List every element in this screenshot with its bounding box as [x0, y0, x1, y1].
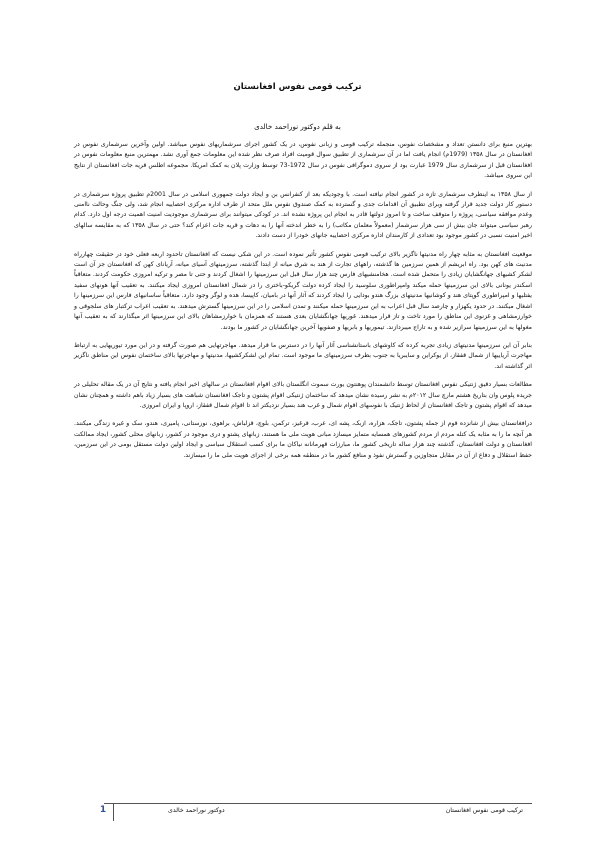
footer-divider: [104, 803, 532, 804]
paragraph-2: از سال ۱۳۵۸ به اینطرف سرشماری تازه در کشور انجام نیافته است. با وجودیکه بعد از کنفرانس بن و ایجاد دولت جمهوری اسلامی در سال 2001م تطبیق پروژه سرشماری در دستور کار دولت جدید قرار گرفته وبرای تطبیق آن اقدامات جدی و گسترده به کمک صندوق نفوس ملل متحد از طرف اداره مرکزی احصاییه انجام شد، ولی جنگ وحالت ناامنی وعدم موافقه سیاسی، پروژه را متوقف ساخت و تا امروز دولتها قادر به انجام این پروژه نشده اند. در کودکی میتوانند برای سرشماری موجودیت امنیت اهمیت درجه اول دارد. کدام رهبر سیاسی میتواند جان بیش از سی هزار سرشمار (معمولاً معلمان مکاتب) را به خطر اندخته آنها را به دهات و قریه جات اعزام کند؟ حتی در سال ۱۳۵۸ که به مقایسه سالهای اخیر امنیت نسبی در کشور موجود بود تعدادی از کارمندان اداره مرکزی احصاییه جانهای خودرا از دست دادند.: [74, 190, 532, 240]
paragraph-4: بنابر آن این سرزمینها مدنیتهای زیادی تجربه کرده که کاوشهای باستانشناسی آثار آنها را در دسترس ما قرار میدهد. مهاجرتهایی هم صورت گرفته و در این مورد تیوریهایی به ارتباط مهاجرت آریاییها از شمال قفقاز، از یوکراین و سایبریا به جنوب بطرف سرزمینهای ما موجود است. تمام این لشکرکشیها، مدنیتها و مهاجرتها بالای ساختمان نفوس این مناطق ناگزیر اثر گذاشته اند.: [74, 341, 532, 370]
author-byline: به قلم دوکتور نوراحمد خالدی: [254, 122, 341, 131]
paragraph-5: مطالعات بسیار دقیق ژنتیکی نفوس افغانستان توسط دانشمندان پوهنتون یورت سموت انگلستان بالای اقوام افغانستان در سالهای اخیر انجام یافته و نتایج آن در یک مقاله تحلیلی در جریده پلوس وان بتاریخ هشتم مارچ سال ۲۰۱۲م به نشر رسیده نشان میدهد که ساختمان ژنتیکی اقوام پشتون و تاجک افغانستان شباهت های بسیار زیاد باهم داشته و همچنان نشان میدهد که اقوام پشتون و تاجک افغانستان از لحاظ ژنتیک با نفوسهای اقوام شمال و غرب هند بسیار نزدیکتر اند تا اقوام شمال قفقاز، اروپا و ایران امروزی.: [74, 381, 533, 409]
footer-author: دوکتور نوراحمد خالدی: [168, 807, 225, 814]
paragraph-6: درافغانستان بیش از شانزده قوم از جمله پشتون، تاجک، هزاره، ازبک، پشه ای، عرب، قرغیز، ترکمن، بلوچ، قزلباش، براهوی، نورستانی، پامیری، هندو، سک و غیره زندگی میکنند. هر آنچه ما را به مثابه یک کتله مردم از مردم کشورهای همسایه متمایز میسازد مبانی هویت ملی ما هستند، زبانهای پشتو و دری موجود در کشور، زبانهای محلی کشور، ایجاد ممالکت افغانستان و دولت افغانستان، گذشته چند هزار ساله تاریخی کشور ما، مبارزات قهرمانانه نیاکان ما برای کسب استقلال سیاسی و ایجاد اولین دولت مستقل بومی در این سرزمین، حفظ استقلال و دفاع از آن در مقابل متجاوزین و گسترش نفوذ و منافع کشور ما در منطقه همه برخی از اجزای هویت ملی ما را میسازند.: [74, 420, 532, 459]
footer-doc-title: ترکیب قومی نفوس افغانستان: [445, 807, 523, 814]
page-number: 1: [99, 805, 107, 815]
document-body: [74, 140, 532, 469]
paragraph-1: بهترین منبع برای دانستن تعداد و مشخصات نفوس، منجمله ترکیب قومی و زبانی نفوس، در یک کشور اجرای سرشماریهای نفوس میباشد. اولین وآخرین سرشماری نفوس در افغانستان در سال ۱۳۵۸ (1979م) انجام یافت اما در آن سرشماری از تطبیق سوال قومیت افراد صرف نظر شده این معلومات جمع آوری نشد. مهمترین منبع معلومات نفوس در افغانستان قبل از سرشماری سال 1979 عبارت بود از سروی دموگرافی نفوس در سال 1972-73 توسط وزارت پلان به کمک امریکا. مجموعه اطلس قریه جات افغانستان از نتایج این سروی میباشد.: [74, 141, 533, 180]
page-number-divider: [113, 803, 114, 821]
paragraph-3: موقعیت افغانستان به مثابه چهار راه مدنیتها ناگزیر بالای ترکیب قومی نفوس کشور تأثیر نموده است. در این شکی نیست که افغانستان تاحدود اربعه فعلی خود در حقیقت چهارراه مدنیت های کهن بود. راه ابریشم از همین سرزمین ها گذشته، راههای تجارت از هند به شرق میانه از ابتدا گذشته، سرزمینهای آسیای میانه، آریانای کهن که افغانستان جز آن است لشکر کشیهای جهانگشایان زیادی را متحمل شده است. هخامنشیهای فارس چند هزار سال قبل این سرزمینها را اشغال کردند و حتی تا مصر و ترکیه امروزی حکومت کردند. متعاقباً اسکندر یونانی بالای این سرزمینها حمله میکند وامپراطوری سلوسید را ایجاد کرده دولت گریکو-باختری را در شمال افغانستان امروزی ایجاد میکنند. به تعقیب آنها هونهای سفید یفتلیها و امپراطوری گوپتای هند و کوشانیها مدنیتهای بزرگ هندو بودایی را ایجاد کردند که آثار آنها در بامیان، کاپیسا، هده و لوگر وجود دارد. متعاقباً ساسانیهای فارس این سرزمینها را اشغال میکنند. در حدود یکهزار و چارصد سال قبل اعراب به این سرزمینها حمله میکنند و تمدن اسلامی را در این سرزمینها گسترش میدهند. به تعقیب اعراب ترکتبار های سلجوقی و خوارزمشاهی و غزنوی این مناطق را مورد تاخت و تاز قرار میدهند. غوریها جهانگشایان بعدی هستند که همزمان با خوارزمشاهان بالای این سرزمینها اثر میگذارند که به تعقیب آنها مغولها به این سرزمینها سرازیر شده و به تاراج میبردازند. تیموریها و بابریها و صفویها آخرین جهانگشایان در کشور ما بودند.: [74, 250, 532, 331]
document-title: ترکیب قومی نفوس افغانستان: [233, 82, 362, 92]
